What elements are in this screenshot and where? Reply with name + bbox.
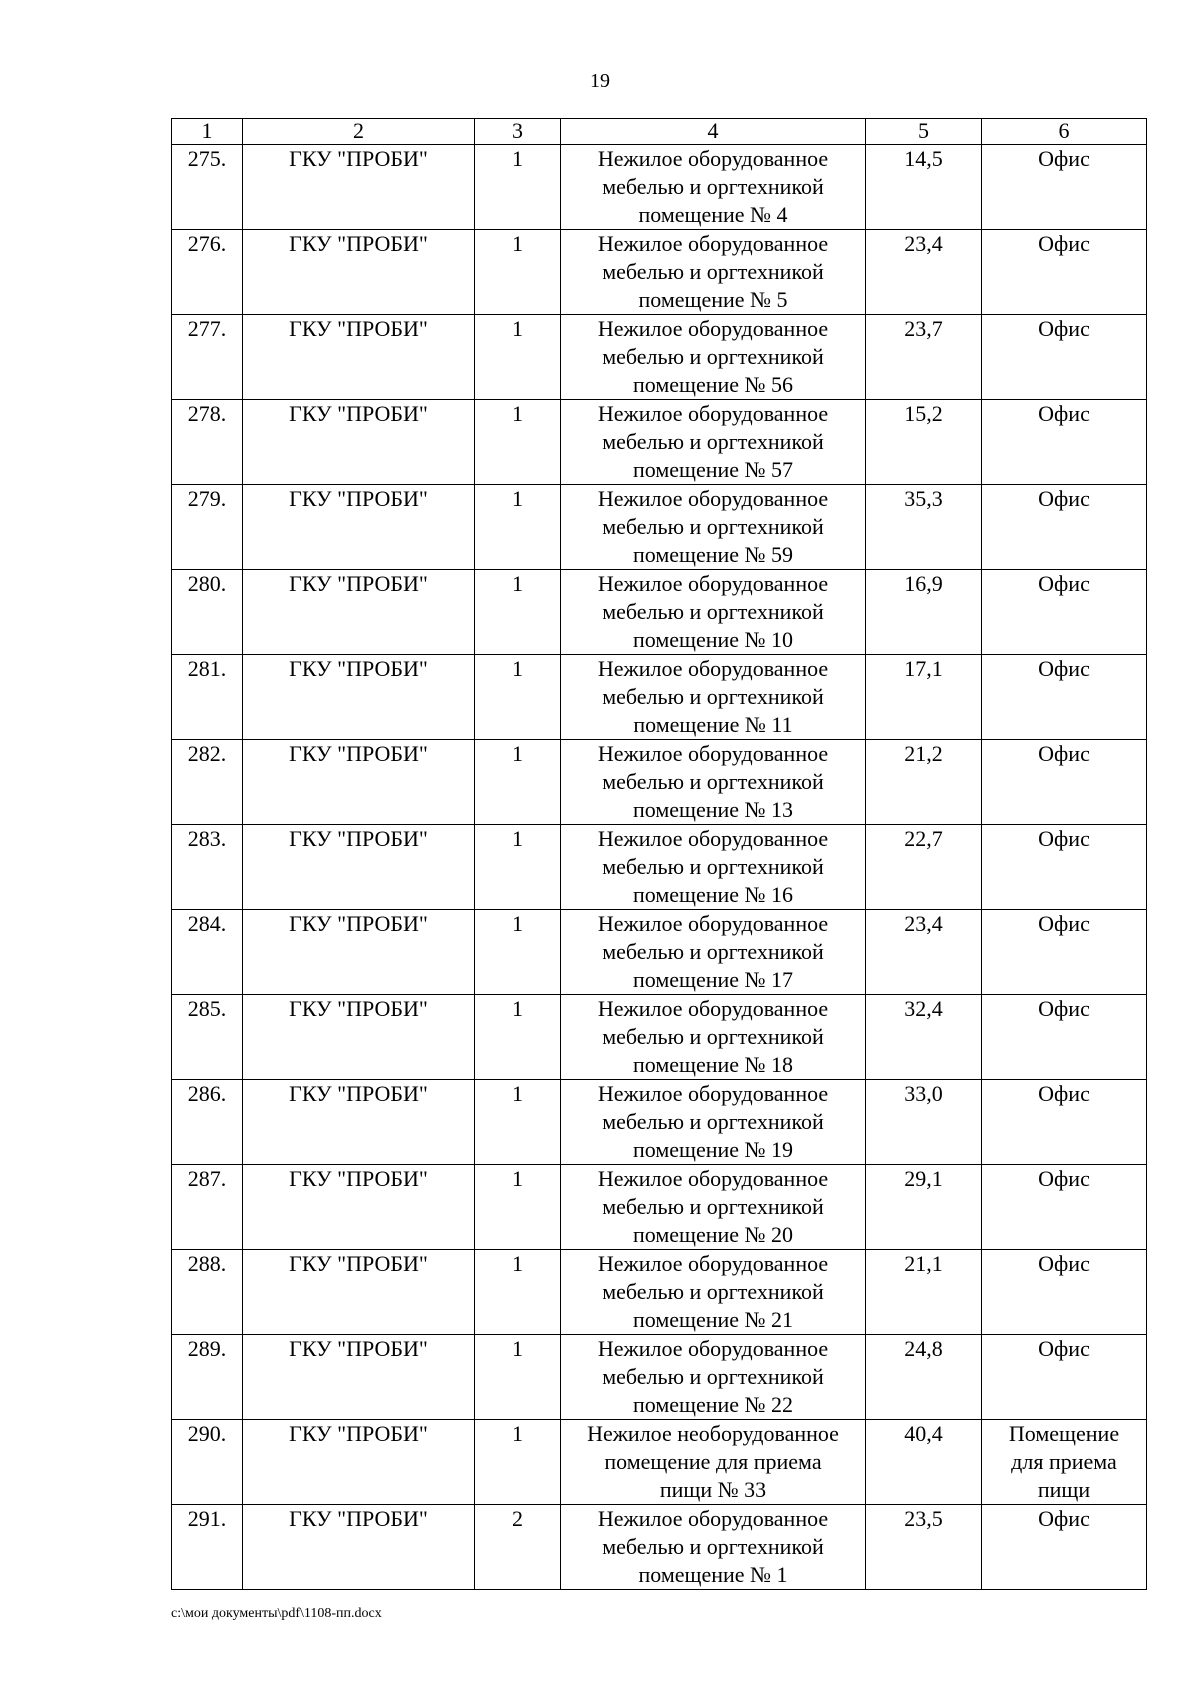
floor-cell: 1 [475, 1420, 561, 1505]
row-number-cell: 286. [172, 1080, 243, 1165]
description-line: мебелью и оргтехникой [602, 514, 824, 539]
purpose-line: Офис [1038, 1251, 1090, 1276]
description-line: мебелью и оргтехникой [602, 344, 824, 369]
area-cell: 21,2 [866, 740, 982, 825]
table-row [172, 315, 1147, 400]
table-row [172, 1250, 1147, 1335]
purpose-cell [982, 740, 1147, 825]
description-line: помещение № 10 [632, 627, 794, 652]
description-line: мебелью и оргтехникой [602, 939, 824, 964]
row-number-cell: 280. [172, 570, 243, 655]
purpose-line: Офис [1038, 1081, 1090, 1106]
description-line: помещение № 11 [633, 712, 793, 737]
description-line: мебелью и оргтехникой [602, 854, 824, 879]
purpose-line: Офис [1038, 1506, 1090, 1531]
row-number-cell: 279. [172, 485, 243, 570]
page-number: 19 [590, 70, 610, 92]
column-header: 6 [982, 119, 1147, 145]
description-line: Нежилое оборудованное [597, 571, 829, 596]
description-line: пищи № 33 [659, 1477, 767, 1502]
row-number-cell: 277. [172, 315, 243, 400]
file-path-footer: c:\мои документы\pdf\1108-пп.docx [171, 1606, 382, 1621]
area-cell: 33,0 [866, 1080, 982, 1165]
table-row [172, 825, 1147, 910]
purpose-line: Офис [1038, 826, 1090, 851]
description-line: мебелью и оргтехникой [602, 684, 824, 709]
purpose-line: пищи [1037, 1477, 1091, 1502]
area-cell: 22,7 [866, 825, 982, 910]
area-cell: 23,4 [866, 230, 982, 315]
purpose-cell [982, 485, 1147, 570]
row-number-cell: 285. [172, 995, 243, 1080]
row-number-cell: 289. [172, 1335, 243, 1420]
organization-cell: ГКУ "ПРОБИ" [243, 1420, 475, 1505]
table-row [172, 570, 1147, 655]
floor-cell: 1 [475, 570, 561, 655]
purpose-cell [982, 1165, 1147, 1250]
description-line: мебелью и оргтехникой [602, 1279, 824, 1304]
description-cell [561, 570, 866, 655]
description-line: помещение для приема [604, 1449, 822, 1474]
description-line: мебелью и оргтехникой [602, 1024, 824, 1049]
description-cell [561, 230, 866, 315]
floor-cell: 1 [475, 910, 561, 995]
row-number-cell: 282. [172, 740, 243, 825]
purpose-cell [982, 145, 1147, 230]
purpose-line: Офис [1038, 146, 1090, 171]
purpose-line: Офис [1038, 1166, 1090, 1191]
area-cell: 16,9 [866, 570, 982, 655]
description-cell [561, 740, 866, 825]
description-line: помещение № 59 [632, 542, 794, 567]
description-cell [561, 1080, 866, 1165]
description-line: Нежилое оборудованное [597, 911, 829, 936]
organization-cell: ГКУ "ПРОБИ" [243, 1080, 475, 1165]
table-row [172, 910, 1147, 995]
description-line: мебелью и оргтехникой [602, 1194, 824, 1219]
description-line: помещение № 18 [632, 1052, 794, 1077]
column-header: 4 [561, 119, 866, 145]
purpose-cell [982, 1505, 1147, 1590]
purpose-line: Офис [1038, 741, 1090, 766]
description-cell [561, 485, 866, 570]
description-cell [561, 1250, 866, 1335]
description-line: Нежилое оборудованное [597, 486, 829, 511]
purpose-line: Офис [1038, 401, 1090, 426]
purpose-line: Офис [1038, 316, 1090, 341]
floor-cell: 1 [475, 145, 561, 230]
description-cell [561, 825, 866, 910]
purpose-cell [982, 825, 1147, 910]
description-line: Нежилое оборудованное [597, 996, 829, 1021]
area-cell: 23,7 [866, 315, 982, 400]
purpose-line: Офис [1038, 486, 1090, 511]
purpose-cell [982, 400, 1147, 485]
purpose-line: Офис [1038, 996, 1090, 1021]
organization-cell: ГКУ "ПРОБИ" [243, 315, 475, 400]
table-row [172, 740, 1147, 825]
floor-cell: 1 [475, 485, 561, 570]
organization-cell: ГКУ "ПРОБИ" [243, 400, 475, 485]
description-line: помещение № 21 [632, 1307, 794, 1332]
description-line: мебелью и оргтехникой [602, 1109, 824, 1134]
table-row [172, 1505, 1147, 1590]
purpose-cell [982, 910, 1147, 995]
description-line: Нежилое оборудованное [597, 401, 829, 426]
column-header: 2 [243, 119, 475, 145]
description-line: Нежилое оборудованное [597, 1251, 829, 1276]
description-cell [561, 400, 866, 485]
purpose-cell [982, 1420, 1147, 1505]
area-cell: 15,2 [866, 400, 982, 485]
organization-cell: ГКУ "ПРОБИ" [243, 1165, 475, 1250]
organization-cell: ГКУ "ПРОБИ" [243, 825, 475, 910]
description-line: мебелью и оргтехникой [602, 599, 824, 624]
description-cell [561, 1420, 866, 1505]
area-cell: 32,4 [866, 995, 982, 1080]
description-line: помещение № 17 [632, 967, 794, 992]
description-line: помещение № 57 [632, 457, 794, 482]
floor-cell: 1 [475, 1250, 561, 1335]
description-line: помещение № 4 [638, 202, 788, 227]
description-line: Нежилое оборудованное [597, 1506, 829, 1531]
description-line: мебелью и оргтехникой [602, 1364, 824, 1389]
premises-table [171, 118, 1147, 1590]
description-line: помещение № 1 [638, 1562, 788, 1587]
organization-cell: ГКУ "ПРОБИ" [243, 485, 475, 570]
table-row [172, 1420, 1147, 1505]
row-number-cell: 275. [172, 145, 243, 230]
description-cell [561, 315, 866, 400]
purpose-cell [982, 655, 1147, 740]
description-line: помещение № 22 [632, 1392, 794, 1417]
description-line: Нежилое оборудованное [597, 826, 829, 851]
row-number-cell: 290. [172, 1420, 243, 1505]
description-line: Нежилое оборудованное [597, 231, 829, 256]
area-cell: 35,3 [866, 485, 982, 570]
purpose-line: Офис [1038, 571, 1090, 596]
floor-cell: 1 [475, 995, 561, 1080]
purpose-line: для приема [1011, 1449, 1117, 1474]
floor-cell: 1 [475, 825, 561, 910]
column-header: 1 [172, 119, 243, 145]
table-row [172, 230, 1147, 315]
floor-cell: 1 [475, 315, 561, 400]
row-number-cell: 283. [172, 825, 243, 910]
organization-cell: ГКУ "ПРОБИ" [243, 910, 475, 995]
floor-cell: 1 [475, 230, 561, 315]
purpose-line: Офис [1038, 911, 1090, 936]
purpose-cell [982, 1250, 1147, 1335]
row-number-cell: 278. [172, 400, 243, 485]
floor-cell: 1 [475, 1165, 561, 1250]
description-line: мебелью и оргтехникой [602, 769, 824, 794]
purpose-cell [982, 315, 1147, 400]
row-number-cell: 284. [172, 910, 243, 995]
purpose-cell [982, 570, 1147, 655]
area-cell: 23,5 [866, 1505, 982, 1590]
table-row [172, 485, 1147, 570]
floor-cell: 2 [475, 1505, 561, 1590]
organization-cell: ГКУ "ПРОБИ" [243, 1505, 475, 1590]
row-number-cell: 287. [172, 1165, 243, 1250]
description-line: помещение № 16 [632, 882, 794, 907]
table-row [172, 1335, 1147, 1420]
description-line: Нежилое оборудованное [597, 656, 829, 681]
description-line: помещение № 20 [632, 1222, 794, 1247]
purpose-cell [982, 1335, 1147, 1420]
description-line: мебелью и оргтехникой [602, 174, 824, 199]
purpose-line: Помещение [1008, 1421, 1120, 1446]
table-row [172, 145, 1147, 230]
description-line: Нежилое оборудованное [597, 1081, 829, 1106]
description-line: Нежилое необорудованное [587, 1421, 839, 1446]
purpose-line: Офис [1038, 1336, 1090, 1361]
row-number-cell: 291. [172, 1505, 243, 1590]
organization-cell: ГКУ "ПРОБИ" [243, 230, 475, 315]
column-header: 3 [475, 119, 561, 145]
area-cell: 23,4 [866, 910, 982, 995]
description-cell [561, 145, 866, 230]
table-row [172, 1165, 1147, 1250]
row-number-cell: 288. [172, 1250, 243, 1335]
purpose-cell [982, 1080, 1147, 1165]
description-line: Нежилое оборудованное [597, 1166, 829, 1191]
description-cell [561, 1165, 866, 1250]
table-row [172, 400, 1147, 485]
floor-cell: 1 [475, 740, 561, 825]
organization-cell: ГКУ "ПРОБИ" [243, 570, 475, 655]
description-cell [561, 655, 866, 740]
table-row [172, 995, 1147, 1080]
organization-cell: ГКУ "ПРОБИ" [243, 1250, 475, 1335]
description-line: Нежилое оборудованное [597, 316, 829, 341]
table-body [172, 145, 1147, 1590]
floor-cell: 1 [475, 1080, 561, 1165]
description-line: Нежилое оборудованное [597, 1336, 829, 1361]
row-number-cell: 281. [172, 655, 243, 740]
description-line: мебелью и оргтехникой [602, 1534, 824, 1559]
column-header: 5 [866, 119, 982, 145]
description-cell [561, 1335, 866, 1420]
table-row [172, 655, 1147, 740]
area-cell: 40,4 [866, 1420, 982, 1505]
floor-cell: 1 [475, 400, 561, 485]
description-line: мебелью и оргтехникой [602, 259, 824, 284]
description-cell [561, 910, 866, 995]
area-cell: 17,1 [866, 655, 982, 740]
floor-cell: 1 [475, 655, 561, 740]
area-cell: 21,1 [866, 1250, 982, 1335]
description-line: помещение № 13 [632, 797, 794, 822]
description-line: помещение № 56 [632, 372, 794, 397]
organization-cell: ГКУ "ПРОБИ" [243, 1335, 475, 1420]
area-cell: 14,5 [866, 145, 982, 230]
purpose-line: Офис [1038, 656, 1090, 681]
description-line: помещение № 5 [638, 287, 788, 312]
organization-cell: ГКУ "ПРОБИ" [243, 145, 475, 230]
purpose-line: Офис [1038, 231, 1090, 256]
description-line: помещение № 19 [632, 1137, 794, 1162]
description-line: мебелью и оргтехникой [602, 429, 824, 454]
header-row [172, 119, 1147, 145]
table-row [172, 1080, 1147, 1165]
description-cell [561, 1505, 866, 1590]
floor-cell: 1 [475, 1335, 561, 1420]
description-cell [561, 995, 866, 1080]
organization-cell: ГКУ "ПРОБИ" [243, 655, 475, 740]
purpose-cell [982, 230, 1147, 315]
area-cell: 24,8 [866, 1335, 982, 1420]
organization-cell: ГКУ "ПРОБИ" [243, 740, 475, 825]
description-line: Нежилое оборудованное [597, 741, 829, 766]
purpose-cell [982, 995, 1147, 1080]
area-cell: 29,1 [866, 1165, 982, 1250]
row-number-cell: 276. [172, 230, 243, 315]
organization-cell: ГКУ "ПРОБИ" [243, 995, 475, 1080]
description-line: Нежилое оборудованное [597, 146, 829, 171]
